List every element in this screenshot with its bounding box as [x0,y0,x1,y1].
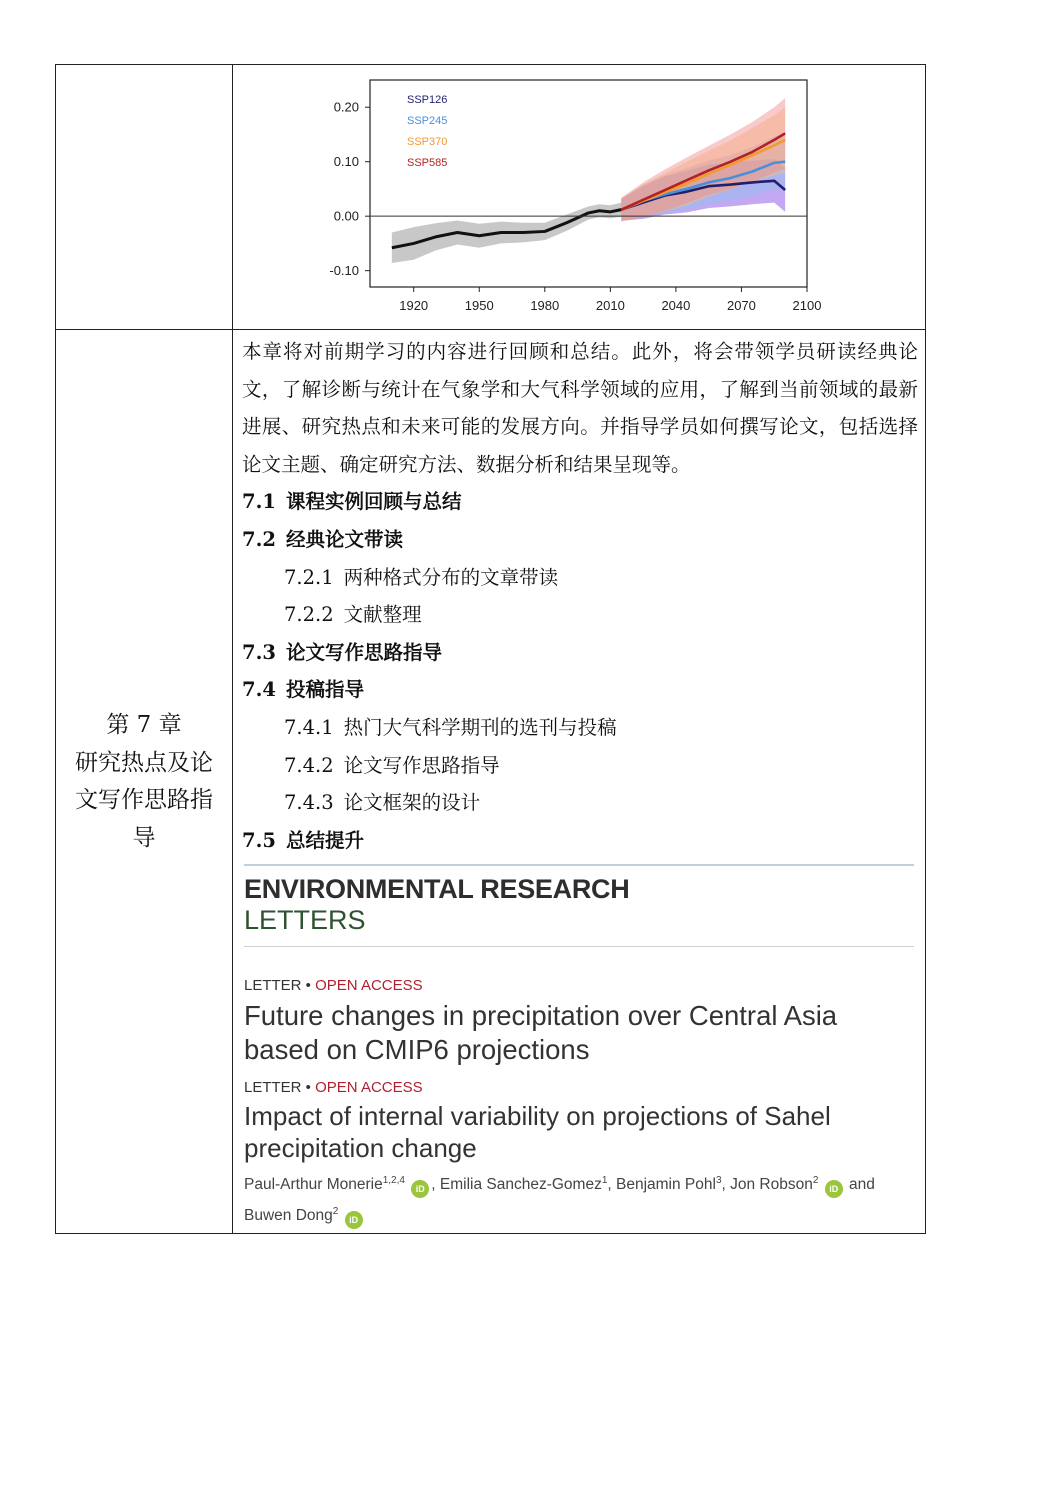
section-7-1 [242,483,918,521]
section-number: 7.2.2 [284,603,334,627]
legend [407,94,447,169]
article-title-link[interactable]: Future changes in precipitation over Central Asia based on CMIP6 projections [244,1000,838,1065]
journal-name: ENVIRONMENTAL RESEARCH [244,874,630,904]
section-7-2-1 [242,559,918,597]
legend-entry: SSP585 [407,157,448,169]
section-title: 总结提升 [285,828,364,852]
article-tag: LETTER • OPEN ACCESS [244,1079,423,1096]
section-7-3 [242,634,918,672]
section-title: 论文写作思路指导 [285,640,442,664]
legend-entry: SSP245 [407,115,448,127]
legend-entry: SSP126 [407,94,448,106]
section-title: 两种格式分布的文章带读 [343,565,559,589]
orcid-icon[interactable]: iD [345,1211,363,1229]
author-name: Paul-Arthur Monerie [244,1176,383,1194]
chapter-number: 第 7 章 [106,712,182,738]
section-number: 7.3 [242,640,276,664]
projection-chart [270,67,830,319]
section-title: 课程实例回顾与总结 [285,490,462,514]
author-name: , Benjamin Pohl [607,1176,716,1194]
y-tick-label: -0.10 [329,263,359,279]
journal-top-rule [244,864,914,866]
section-number: 7.2 [242,527,276,551]
section-number: 7.1 [242,490,276,514]
section-title: 论文写作思路指导 [343,753,500,777]
open-access-badge: OPEN ACCESS [315,1079,423,1096]
open-access-badge: OPEN ACCESS [315,977,423,994]
y-tick-label: 0.20 [333,99,359,115]
legend-entry: SSP370 [407,136,448,148]
x-tick-label: 2070 [726,298,756,313]
journal-divider [244,946,914,947]
chapter-heading [56,707,232,857]
orcid-icon[interactable]: iD [411,1180,429,1198]
chapter-title-line: 文写作思路指 [75,787,213,813]
article-tag: LETTER • OPEN ACCESS [244,977,423,994]
journal-screenshot [244,864,914,1229]
chapter-title-line: 导 [132,824,156,851]
author-name: , Emilia Sanchez-Gomez [431,1176,602,1194]
x-tick-label: 2040 [661,298,691,313]
chapter-content [242,333,918,859]
section-number: 7.4.1 [284,715,334,739]
section-7-5 [242,822,918,860]
section-number: 7.5 [242,828,276,852]
author-name: Buwen Dong [244,1207,333,1225]
author-list: Paul-Arthur Monerie$^{1,2,4}$ iD , Emilia Sanchez-Gomez$^1$, Benjamin Pohl$^3$, Jon Robson$^2$ iD and Buwen Dong$^2$ iD [244,1167,914,1229]
section-7-2-2 [242,596,918,634]
x-tick-label: 1980 [530,298,560,313]
section-7-4-3 [242,784,918,822]
orcid-icon[interactable]: iD [825,1180,843,1198]
x-tick-label: 2010 [595,298,625,313]
section-number: 7.4.2 [284,753,334,777]
x-tick-label: 2100 [792,298,822,313]
section-number: 7.4.3 [284,791,334,815]
author-name: , Jon Robson [721,1176,813,1194]
section-7-4-1 [242,709,918,747]
section-7-2 [242,521,918,559]
article-title-link[interactable]: Impact of internal variability on projections of Sahel precipitation change [244,1101,831,1163]
section-number: 7.4 [242,678,276,702]
row-divider [56,329,925,330]
section-7-4-2 [242,747,918,785]
section-title: 论文框架的设计 [343,791,481,815]
column-divider [232,65,233,1233]
plot-layer [392,98,785,263]
section-title: 文献整理 [343,603,422,627]
x-tick-label: 1950 [464,298,494,313]
x-tick-label: 1920 [399,298,429,313]
intro-paragraph: 本章将对前期学习的内容进行回顾和总结。此外，将会带领学员研读经典论文，了解诊断与统计在气象学和大气科学领域的应用，了解到当前领域的最新进展、研究热点和未来可能的发展方向。并指导学员如何撰写论文，包括选择论文主题、确定研究方法、数据分析和结果呈现等。 [242,340,918,476]
section-number: 7.2.1 [284,565,334,589]
journal-name-sub: LETTERS [244,905,366,935]
y-tick-label: 0.00 [333,208,359,224]
section-title: 投稿指导 [285,678,364,702]
section-title: 经典论文带读 [285,527,403,551]
chapter-title-line: 研究热点及论 [75,749,213,776]
y-tick-label: 0.10 [333,154,359,170]
section-7-4 [242,671,918,709]
section-title: 热门大气科学期刊的选刊与投稿 [343,715,617,739]
